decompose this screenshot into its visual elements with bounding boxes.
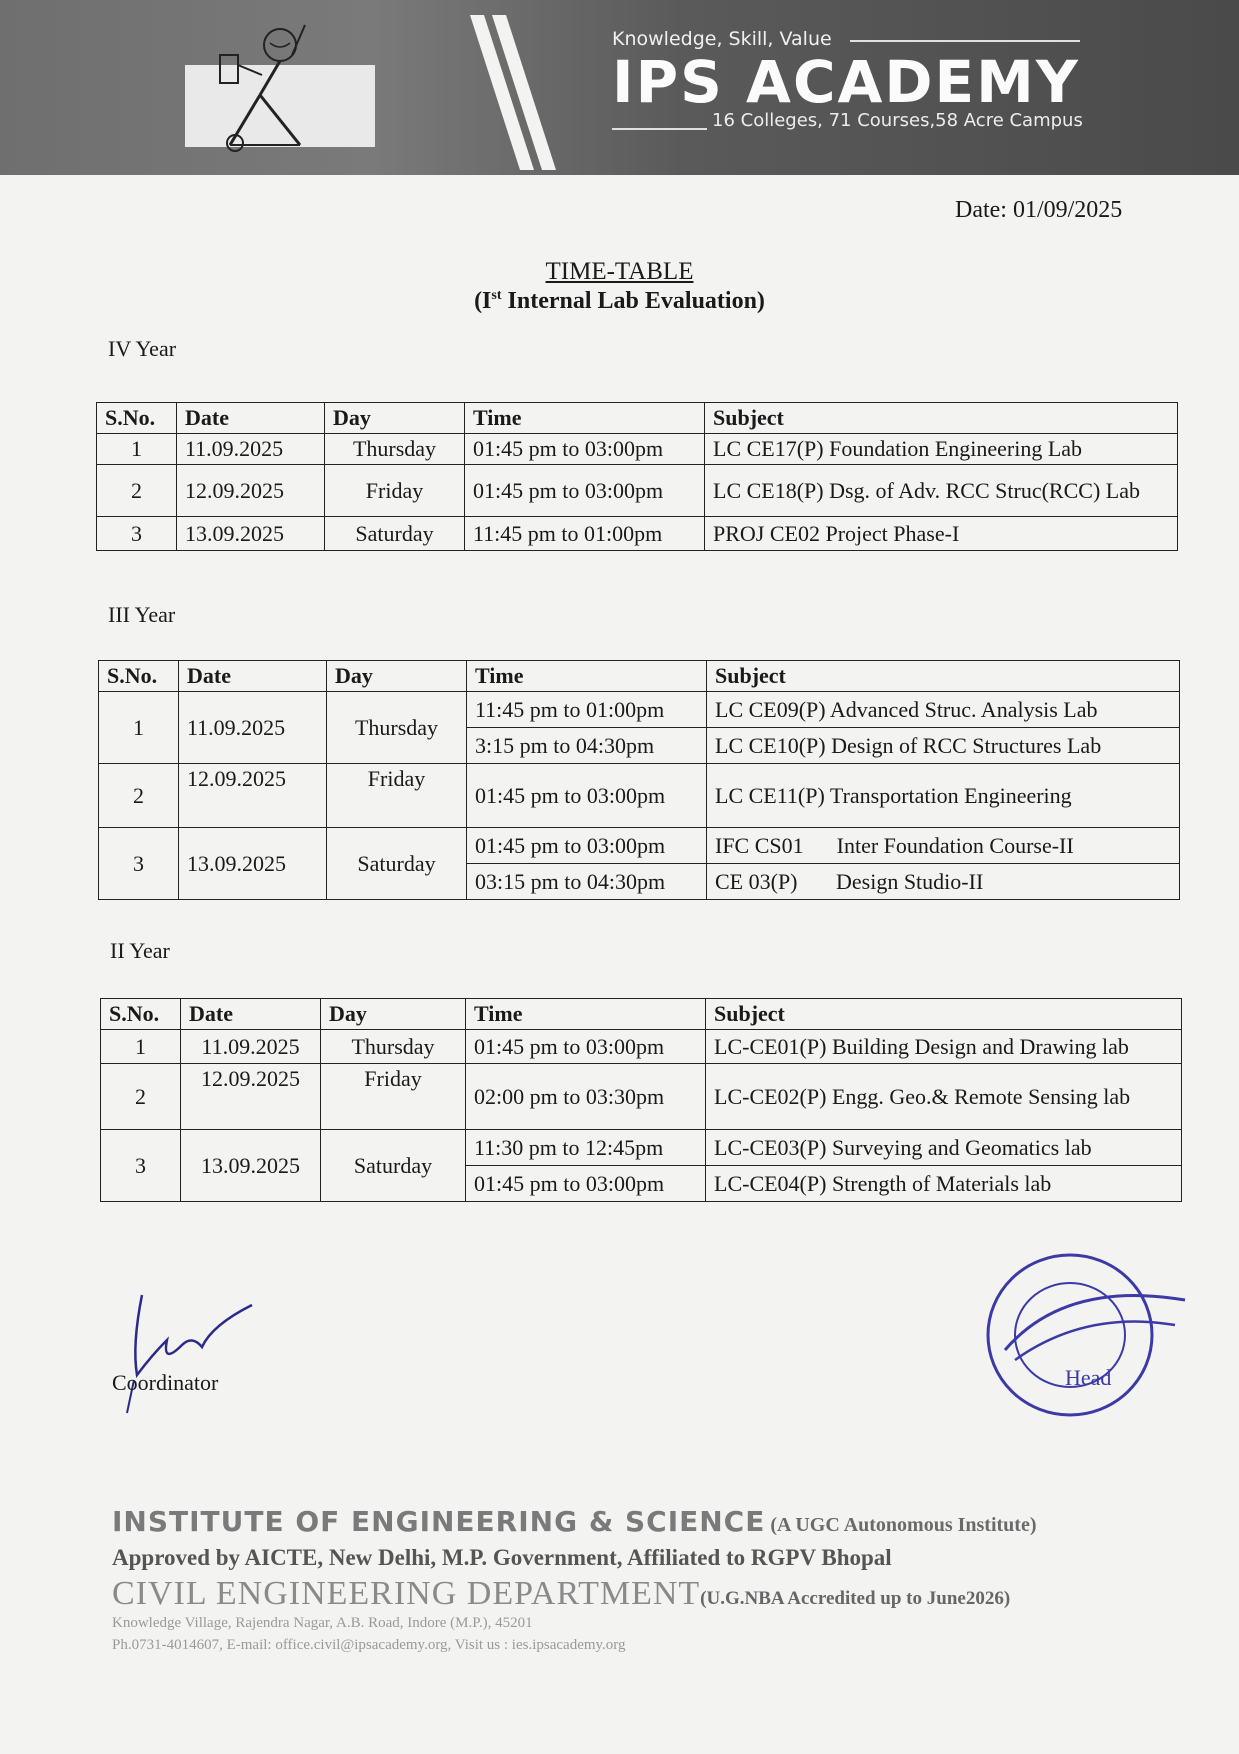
table-row	[97, 465, 1178, 517]
table-row	[101, 1130, 1182, 1166]
footer-accreditation: (U.G.NBA Accredited up to June2026)	[700, 1588, 1011, 1609]
timetable-iii-year	[98, 660, 1180, 900]
cell-subject: LC CE09(P) Advanced Struc. Analysis Lab	[707, 692, 1180, 728]
cell-sno: 1	[101, 1030, 181, 1064]
timetable-iv-year	[96, 402, 1178, 551]
cell-time: 02:00 pm to 03:30pm	[466, 1064, 706, 1130]
cell-time: 3:15 pm to 04:30pm	[467, 728, 707, 764]
section-year-iii: III Year	[108, 602, 176, 627]
table-header-row	[101, 999, 1182, 1030]
table-header-row	[99, 661, 1180, 692]
cell-day: Saturday	[321, 1130, 466, 1202]
cell-time: 01:45 pm to 03:00pm	[465, 434, 705, 465]
tagline-divider	[850, 40, 1080, 42]
cell-date: 12.09.2025	[181, 1064, 321, 1130]
page-title: TIME-TABLE	[545, 258, 694, 285]
cell-sno: 3	[97, 517, 177, 551]
cell-sno: 2	[101, 1064, 181, 1130]
cell-day: Friday	[325, 465, 465, 517]
col-header-date: Date	[177, 403, 325, 434]
col-header-sno: S.No.	[99, 661, 179, 692]
table-header-row	[97, 403, 1178, 434]
cell-day: Friday	[327, 764, 467, 828]
cell-date: 13.09.2025	[177, 517, 325, 551]
cell-time: 01:45 pm to 03:00pm	[466, 1030, 706, 1064]
cell-time: 11:30 pm to 12:45pm	[466, 1130, 706, 1166]
header-brand: IPS ACADEMY	[612, 48, 1080, 116]
cell-date: 11.09.2025	[179, 692, 327, 764]
cell-subject: LC CE10(P) Design of RCC Structures Lab	[707, 728, 1180, 764]
cell-day: Friday	[321, 1064, 466, 1130]
footer-department-name: CIVIL ENGINEERING DEPARTMENT	[112, 1575, 701, 1612]
table-row	[97, 434, 1178, 465]
col-header-date: Date	[181, 999, 321, 1030]
section-year-ii: II Year	[110, 938, 170, 963]
header-subtag: 16 Colleges, 71 Courses,58 Acre Campus	[712, 110, 1083, 131]
cell-time: 01:45 pm to 03:00pm	[467, 828, 707, 864]
footer-contact: Ph.0731-4014607, E-mail: office.civil@ipsacademy.org, Visit us : ies.ipsacademy.org	[112, 1637, 626, 1653]
seal-head-label: Head	[1065, 1365, 1112, 1390]
cell-date: 12.09.2025	[179, 764, 327, 828]
cell-day: Saturday	[327, 828, 467, 900]
col-header-date: Date	[179, 661, 327, 692]
cell-time: 03:15 pm to 04:30pm	[467, 864, 707, 900]
table-row	[99, 828, 1180, 864]
cell-time: 01:45 pm to 03:00pm	[467, 764, 707, 828]
cell-subject: LC CE18(P) Dsg. of Adv. RCC Struc(RCC) Lab	[705, 465, 1178, 517]
department-seal-icon	[965, 1240, 1195, 1420]
table-row	[101, 1064, 1182, 1130]
cell-subject: LC-CE04(P) Strength of Materials lab	[706, 1166, 1182, 1202]
cell-subject: LC-CE01(P) Building Design and Drawing lab	[706, 1030, 1182, 1064]
subtag-divider	[612, 128, 707, 130]
subtitle-suffix: Internal Lab Evaluation)	[501, 288, 765, 314]
footer-institute-line	[112, 1505, 1037, 1538]
col-header-subject: Subject	[707, 661, 1180, 692]
col-header-sno: S.No.	[97, 403, 177, 434]
col-header-day: Day	[321, 999, 466, 1030]
cell-day: Saturday	[325, 517, 465, 551]
subtitle-prefix: (I	[474, 288, 492, 314]
cell-subject: LC CE11(P) Transportation Engineering	[707, 764, 1180, 828]
col-header-subject: Subject	[706, 999, 1182, 1030]
coordinator-label: Coordinator	[112, 1370, 219, 1395]
table-row	[99, 692, 1180, 728]
cell-subject: CE 03(P) Design Studio-II	[707, 864, 1180, 900]
col-header-subject: Subject	[705, 403, 1178, 434]
cell-sno: 3	[99, 828, 179, 900]
cell-time: 01:45 pm to 03:00pm	[466, 1166, 706, 1202]
footer-address: Knowledge Village, Rajendra Nagar, A.B. Road, Indore (M.P.), 45201	[112, 1615, 533, 1631]
cell-day: Thursday	[325, 434, 465, 465]
header-tagline: Knowledge, Skill, Value	[612, 28, 832, 50]
cell-date: 11.09.2025	[177, 434, 325, 465]
cell-date: 13.09.2025	[181, 1130, 321, 1202]
cell-date: 11.09.2025	[181, 1030, 321, 1064]
cell-sno: 3	[101, 1130, 181, 1202]
table-row	[97, 517, 1178, 551]
cell-sno: 2	[99, 764, 179, 828]
cell-subject: LC-CE02(P) Engg. Geo.& Remote Sensing lab	[706, 1064, 1182, 1130]
cell-day: Thursday	[321, 1030, 466, 1064]
col-header-time: Time	[467, 661, 707, 692]
cell-subject: LC CE17(P) Foundation Engineering Lab	[705, 434, 1178, 465]
col-header-day: Day	[325, 403, 465, 434]
cell-date: 12.09.2025	[177, 465, 325, 517]
col-header-sno: S.No.	[101, 999, 181, 1030]
page-subtitle	[0, 288, 1239, 315]
academy-logo-icon	[200, 15, 350, 165]
cell-time: 01:45 pm to 03:00pm	[465, 465, 705, 517]
table-row	[101, 1030, 1182, 1064]
cell-sno: 1	[99, 692, 179, 764]
footer-approval-line: Approved by AICTE, New Delhi, M.P. Government, Affiliated to RGPV Bhopal	[112, 1545, 892, 1570]
cell-subject: LC-CE03(P) Surveying and Geomatics lab	[706, 1130, 1182, 1166]
cell-sno: 2	[97, 465, 177, 517]
footer-institute-name: INSTITUTE OF ENGINEERING & SCIENCE	[112, 1505, 766, 1538]
banner-stripes	[470, 15, 570, 170]
cell-day: Thursday	[327, 692, 467, 764]
table-row	[99, 764, 1180, 828]
col-header-time: Time	[465, 403, 705, 434]
cell-sno: 1	[97, 434, 177, 465]
cell-time: 11:45 pm to 01:00pm	[465, 517, 705, 551]
timetable-ii-year	[100, 998, 1182, 1202]
cell-subject: IFC CS01 Inter Foundation Course-II	[707, 828, 1180, 864]
section-year-iv: IV Year	[108, 336, 177, 361]
document-date: Date: 01/09/2025	[955, 197, 1123, 223]
col-header-time: Time	[466, 999, 706, 1030]
cell-time: 11:45 pm to 01:00pm	[467, 692, 707, 728]
subtitle-superscript: st	[491, 288, 502, 303]
footer-institute-note: (A UGC Autonomous Institute)	[765, 1514, 1037, 1536]
cell-subject: PROJ CE02 Project Phase-I	[705, 517, 1178, 551]
footer-department-line	[112, 1575, 1010, 1613]
cell-date: 13.09.2025	[179, 828, 327, 900]
col-header-day: Day	[327, 661, 467, 692]
